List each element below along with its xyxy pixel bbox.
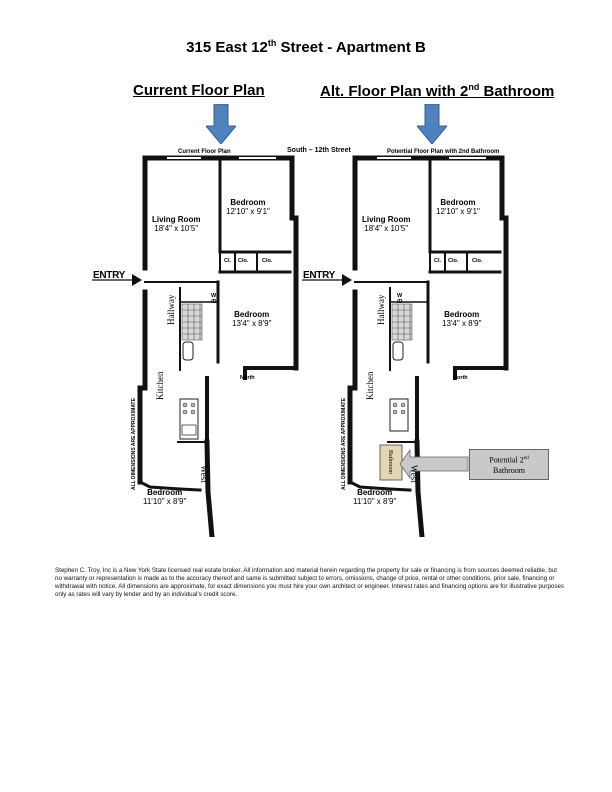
down-arrow-icon xyxy=(206,104,236,144)
closet-label: Clo. xyxy=(448,258,459,264)
west-label: West xyxy=(409,465,419,483)
current-floor-plan xyxy=(90,152,305,537)
closet-label: Clo. xyxy=(238,258,249,264)
kitchen-label: Kitchen xyxy=(365,371,375,400)
alt-plan-heading: Alt. Floor Plan with 2nd Bathroom xyxy=(320,82,555,100)
bedroom-bottom-label: Bedroom 11'10" x 8'9" xyxy=(143,488,187,506)
down-arrow-icon xyxy=(417,104,447,144)
living-room-label: Living Room 18'4" x 10'5" xyxy=(362,215,411,233)
bedroom-mid-label: Bedroom 13'4" x 8'9" xyxy=(442,310,482,328)
dimensions-note: ALL DIMENSIONS ARE APPROXIMATE xyxy=(341,398,347,490)
closet-label: Cl. xyxy=(224,258,232,264)
potential-bathroom-label: Bathroom xyxy=(387,450,393,474)
potential-bathroom-callout: Potential 2nd Bathroom xyxy=(469,449,549,480)
living-room-label: Living Room 18'4" x 10'5" xyxy=(152,215,201,233)
right-plan-caption: Potential Floor Plan with 2nd Bathroom xyxy=(387,149,500,155)
north-label: North xyxy=(240,375,255,381)
bedroom-bottom-label: Bedroom 11'10" x 8'9" xyxy=(353,488,397,506)
entry-label: ENTRY xyxy=(303,270,336,281)
left-plan-caption: Current Floor Plan xyxy=(178,149,231,155)
bedroom-mid-label: Bedroom 13'4" x 8'9" xyxy=(232,310,272,328)
hallway-label: Hallway xyxy=(376,294,386,325)
entry-label: ENTRY xyxy=(93,270,126,281)
bedroom-top-label: Bedroom 12'10" x 9'1" xyxy=(226,198,270,216)
kitchen-label: Kitchen xyxy=(155,371,165,400)
west-label: West xyxy=(199,465,209,483)
hallway-label: Hallway xyxy=(166,294,176,325)
bedroom-top-label: Bedroom 12'10" x 9'1" xyxy=(436,198,480,216)
north-label: North xyxy=(453,375,468,381)
dimensions-note: ALL DIMENSIONS ARE APPROXIMATE xyxy=(131,398,137,490)
street-label: South – 12th Street xyxy=(287,147,351,154)
current-plan-heading: Current Floor Plan xyxy=(133,82,265,99)
closet-label: Cl. xyxy=(434,258,442,264)
washer-dryer-label: W /D xyxy=(397,293,403,305)
page-title: 315 East 12th Street - Apartment B xyxy=(186,38,426,56)
washer-dryer-label: W /D xyxy=(211,293,217,305)
closet-label: Clo. xyxy=(472,258,483,264)
disclaimer-text: Stephen C. Troy, Inc is a New York State licensed real estate broker. All information and material herein regarding the property for sale or financing is from sources deemed reliable, but no warranty or representation is made as to the accuracy thereof and same is submitted subject to errors, omissions, change of price, rental or other conditions, prior sale, financing or withdrawal with notice. All dimensions are approximate, for exact dimensions you must hire your own architect or engineer. Interest rates and financing options are for illustrative purposes only as rates will vary by lender and by an individual’s credit score. xyxy=(55,567,565,598)
closet-label: Clo. xyxy=(262,258,273,264)
